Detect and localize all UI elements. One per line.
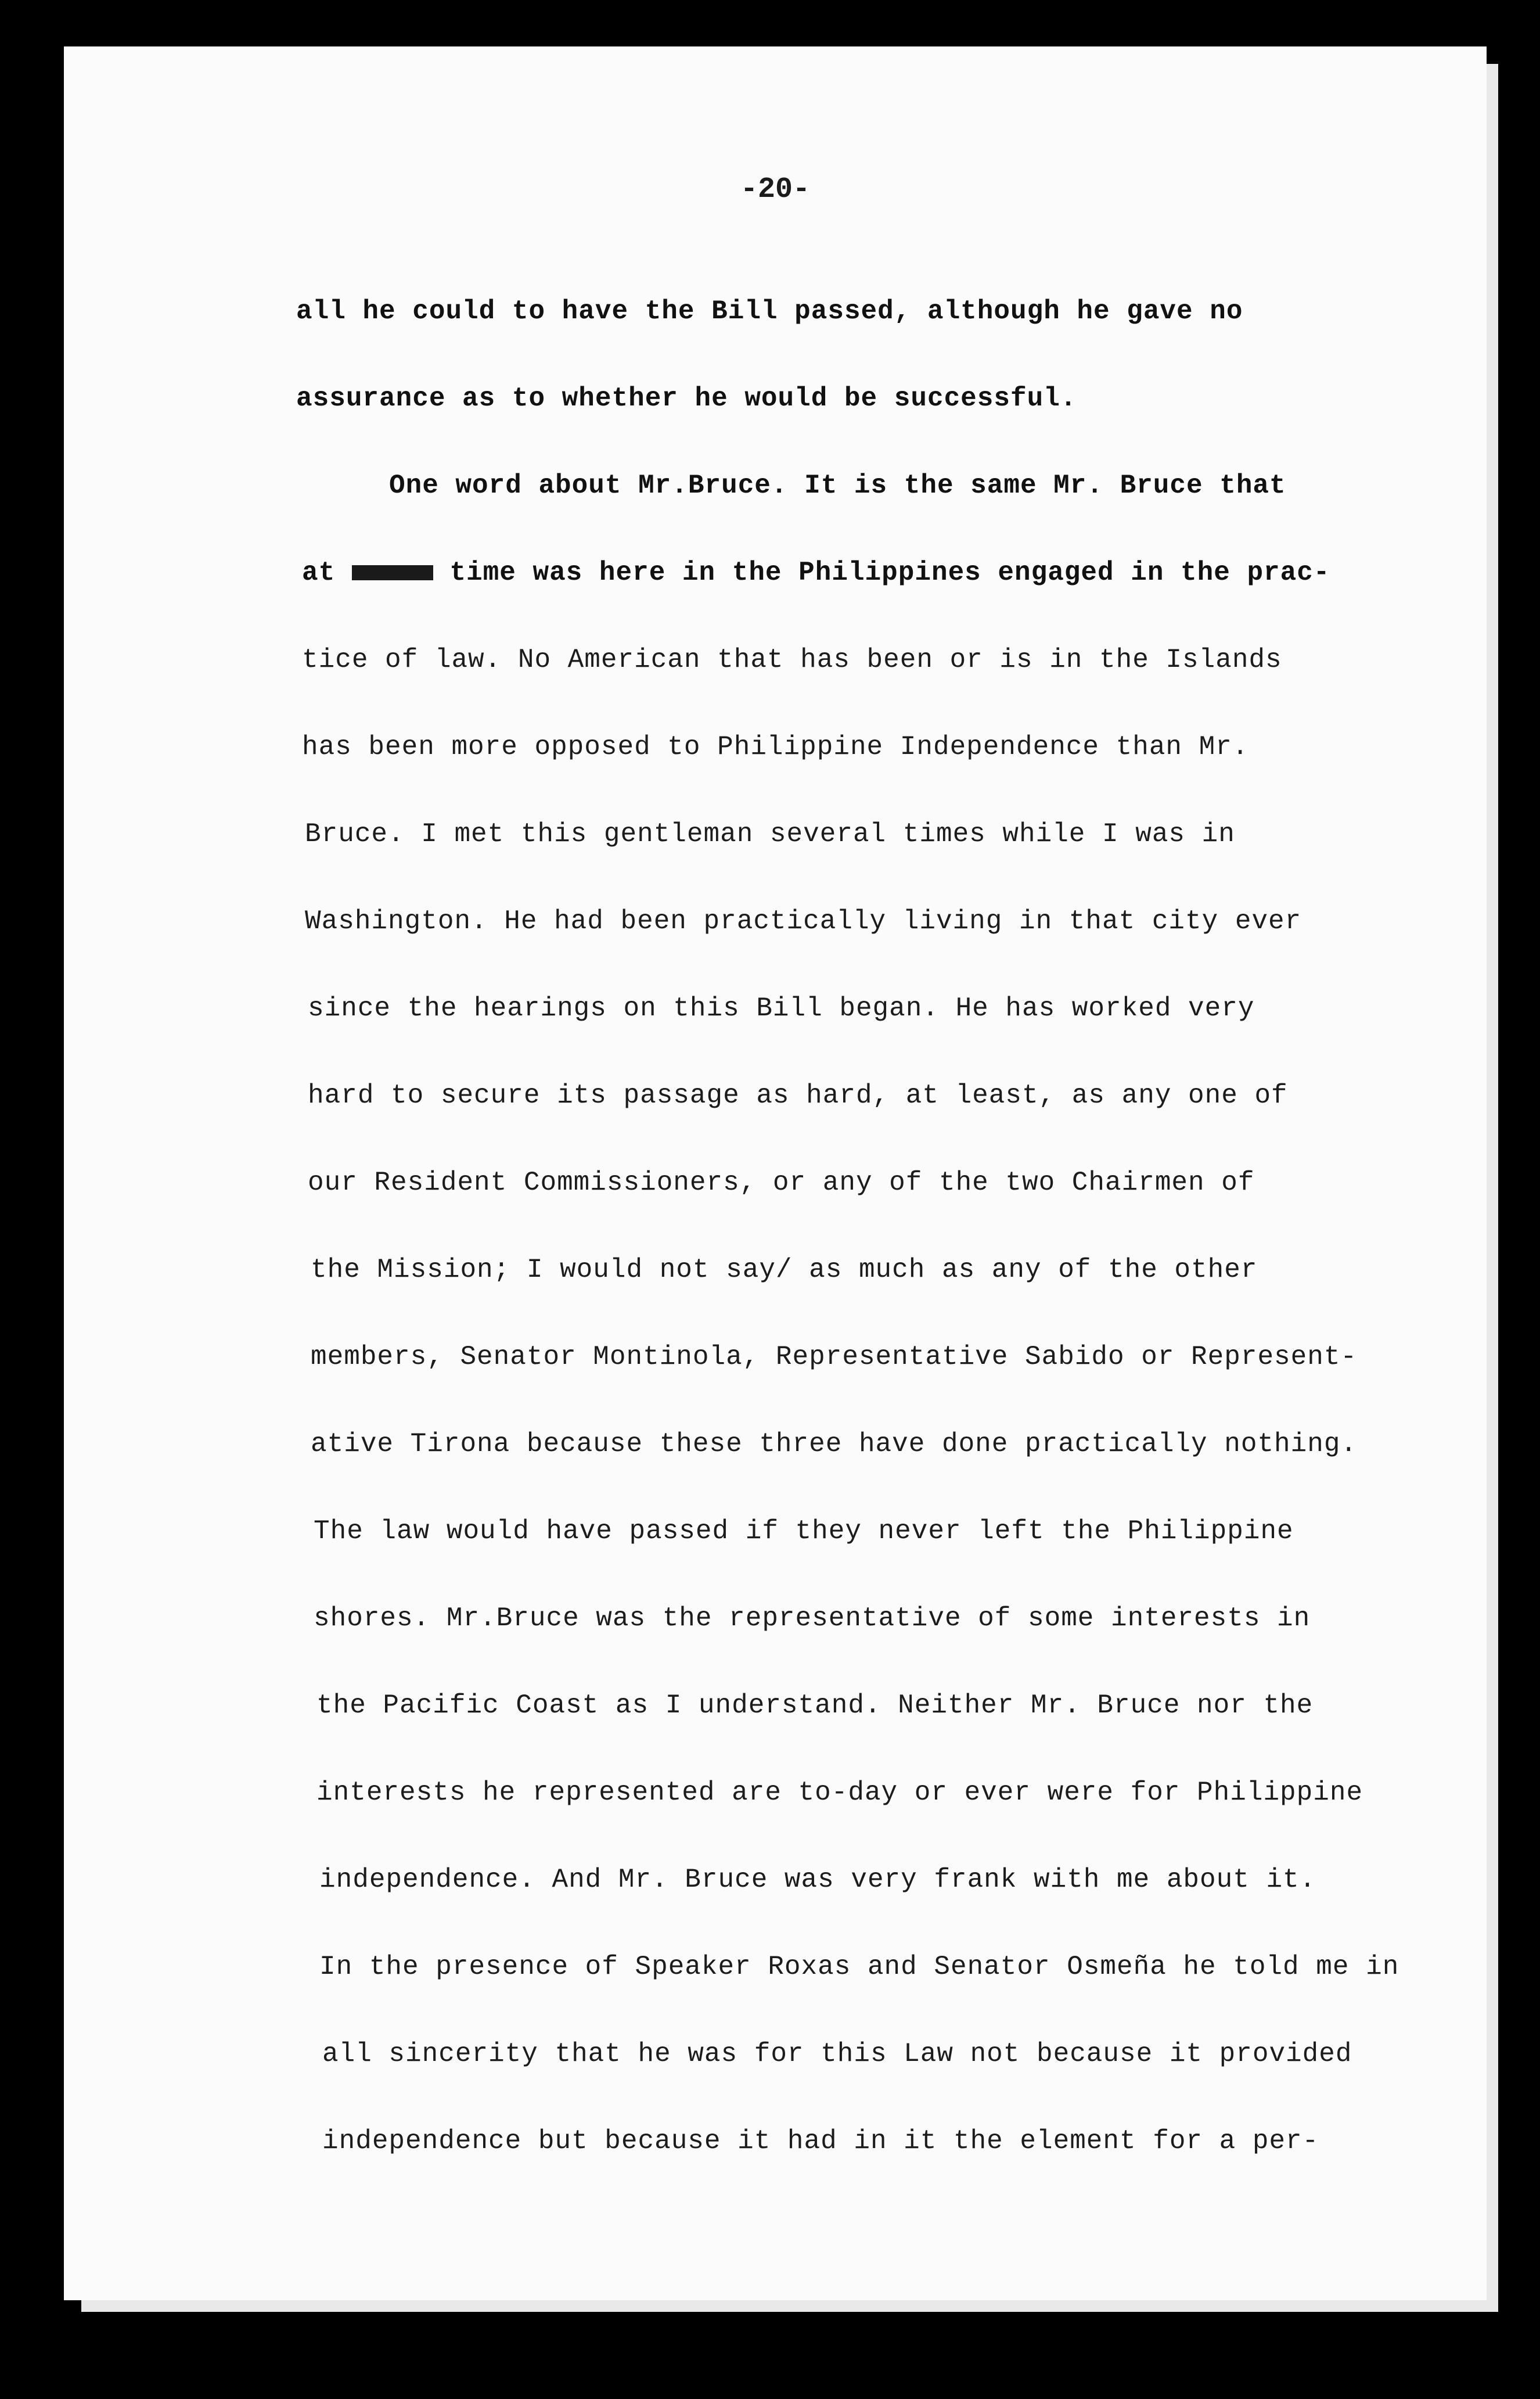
page-number: -20- bbox=[740, 173, 811, 206]
text-line-22: independence but because it had in it the element for a per- bbox=[322, 2126, 1319, 2156]
typed-page bbox=[64, 46, 1487, 2300]
text-line-9: since the hearings on this Bill began. He has worked very bbox=[308, 993, 1255, 1023]
text-line-18: interests he represented are to-day or ever were for Philippine bbox=[316, 1777, 1363, 1808]
text-line-12: the Mission; I would not say/ as much as any of the other bbox=[311, 1255, 1258, 1285]
text-line-16: shores. Mr.Bruce was the representative of some interests in bbox=[314, 1603, 1311, 1633]
text-line-17: the Pacific Coast as I understand. Neither Mr. Bruce nor the bbox=[316, 1690, 1314, 1721]
text-line-7: Bruce. I met this gentleman several times while I was in bbox=[305, 819, 1235, 849]
text-line-8: Washington. He had been practically living in that city ever bbox=[305, 906, 1302, 936]
text-line-3: One word about Mr.Bruce. It is the same Mr. Bruce that bbox=[389, 471, 1286, 501]
text-line-20: In the presence of Speaker Roxas and Senator Osmeña he told me in bbox=[319, 1952, 1399, 1982]
text-line-5: tice of law. No American that has been or is in the Islands bbox=[302, 645, 1282, 675]
text-line-4 bbox=[302, 558, 1330, 588]
text-line-1: all he could to have the Bill passed, although he gave no bbox=[296, 296, 1243, 326]
text-line-11: our Resident Commissioners, or any of the two Chairmen of bbox=[308, 1168, 1255, 1198]
text-line-14: ative Tirona because these three have done practically nothing. bbox=[311, 1429, 1358, 1459]
text-line-4-rest: time was here in the Philippines engaged in the prac- bbox=[449, 558, 1330, 588]
text-line-15: The law would have passed if they never left the Philippine bbox=[314, 1516, 1294, 1546]
text-line-4-prefix: at bbox=[302, 558, 336, 588]
text-line-10: hard to secure its passage as hard, at least, as any one of bbox=[308, 1080, 1288, 1111]
text-line-21: all sincerity that he was for this Law not because it provided bbox=[322, 2039, 1352, 2069]
struck-out-word bbox=[352, 565, 433, 580]
text-line-19: independence. And Mr. Bruce was very frank with me about it. bbox=[319, 1865, 1316, 1895]
text-line-13: members, Senator Montinola, Representative Sabido or Represent- bbox=[311, 1342, 1358, 1372]
text-line-2: assurance as to whether he would be successful. bbox=[296, 383, 1077, 414]
text-line-6: has been more opposed to Philippine Independence than Mr. bbox=[302, 732, 1249, 762]
